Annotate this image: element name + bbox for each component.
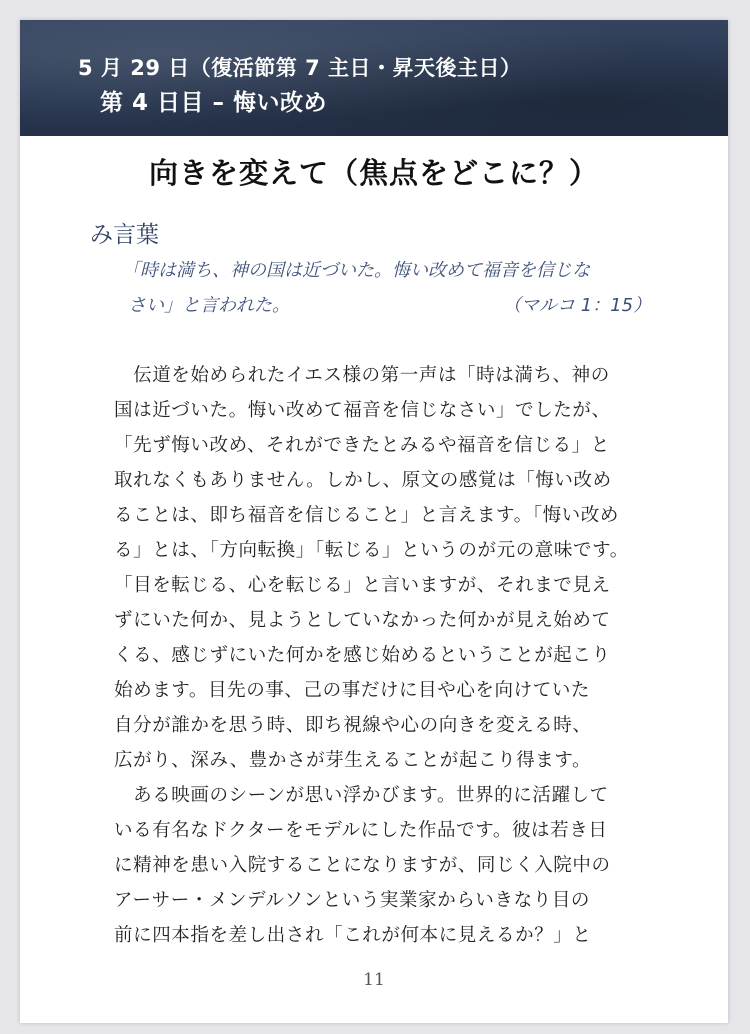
body-text-line: 前に四本指を差し出され「これが何本に見えるか？」と: [114, 925, 592, 946]
body-text-line: 広がり、深み、豊かさが芽生えることが起こり得ます。: [114, 750, 592, 771]
body-text-line: いる有名なドクターをモデルにした作品です。彼は若き日: [114, 820, 608, 841]
header-banner: [20, 20, 728, 136]
body-text-line: 伝道を始められたイエス様の第一声は「時は満ち、神の: [114, 365, 610, 386]
body-text-line: ることは、即ち福音を信じること」と言えます。「悔い改め: [114, 505, 619, 526]
body-text-line: 「目を転じる、心を転じる」と言いますが、それまで見え: [114, 575, 611, 596]
page-title: 向きを変えて（焦点をどこに？）: [148, 156, 599, 190]
scripture-reference: （マルコ 1：15）: [503, 295, 652, 316]
scripture-verse-line: 「時は満ち、神の国は近づいた。悔い改めて福音を信じな: [122, 260, 590, 281]
body-text-line: ある映画のシーンが思い浮かびます。世界的に活躍して: [114, 785, 609, 806]
body-text-line: ずにいた何か、見ようとしていなかった何かが見え始めて: [114, 610, 611, 631]
body-text-line: 取れなくもありません。しかし、原文の感覚は「悔い改め: [114, 470, 612, 491]
book-page: [20, 20, 728, 1023]
date-heading: 5 月 29 日（復活節第 7 主日・昇天後主日）: [78, 56, 522, 80]
scripture-verse-line: さい」と言われた。: [128, 295, 290, 316]
body-text-line: 「先ず悔い改め、それができたとみるや福音を信じる」と: [114, 435, 610, 456]
page-number: 11: [363, 970, 385, 990]
day-heading: 第 4 日目 – 悔い改め: [100, 90, 328, 116]
scripture-heading: み言葉: [90, 222, 159, 248]
body-text-line: に精神を患い入院することになりますが、同じく入院中の: [114, 855, 611, 876]
body-text-line: 始めます。目先の事、己の事だけに目や心を向けていた: [114, 680, 591, 701]
body-text-line: くる、感じずにいた何かを感じ始めるということが起こり: [114, 645, 611, 666]
body-text-line: 国は近づいた。悔い改めて福音を信じなさい」でしたが、: [114, 400, 611, 421]
body-text-line: アーサー・メンデルソンという実業家からいきなり目の: [114, 890, 591, 911]
body-text-line: る」とは、「方向転換」「転じる」というのが元の意味です。: [114, 540, 629, 561]
body-text-line: 自分が誰かを思う時、即ち視線や心の向きを変える時、: [114, 715, 592, 736]
